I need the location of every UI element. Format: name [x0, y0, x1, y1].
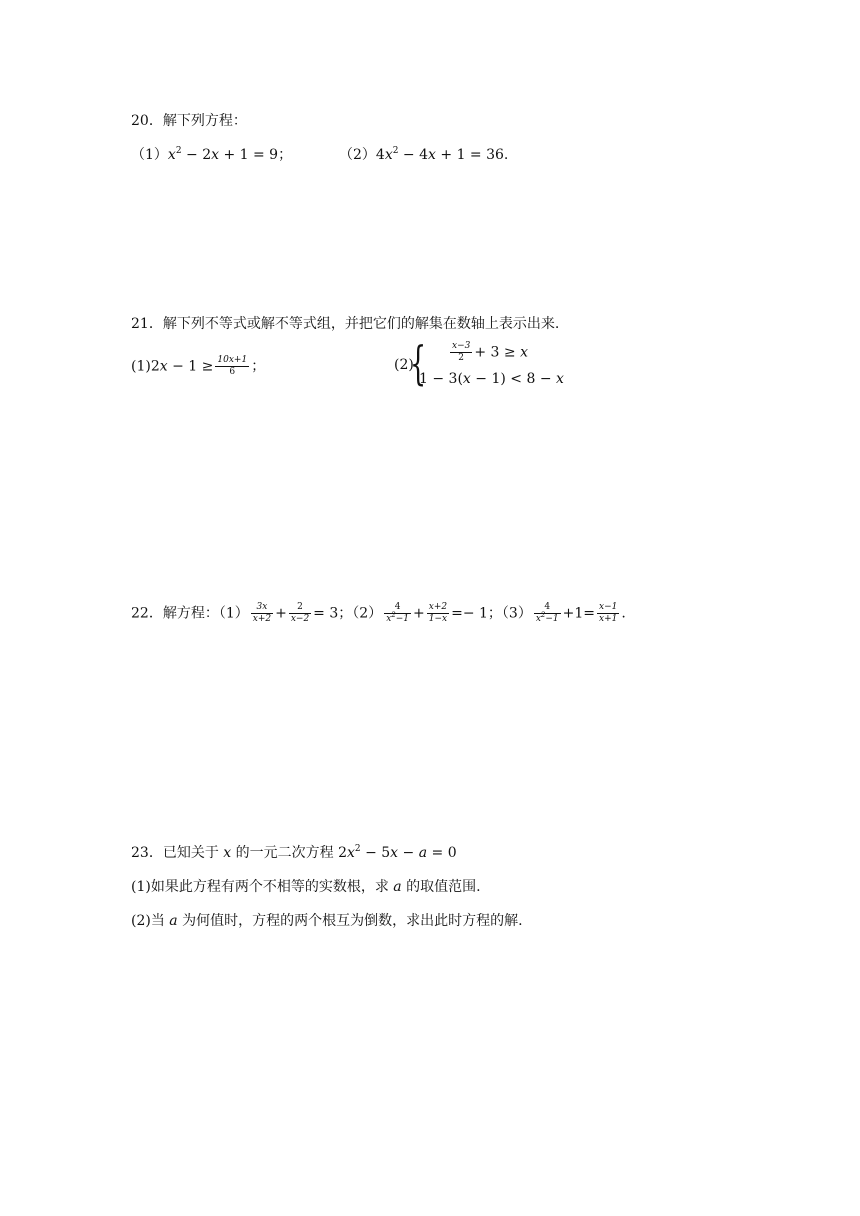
q21-part1-frac-den: 6: [229, 367, 236, 377]
q22-part1-frac-a: $\frac{3x}{x+2}$: [252, 602, 272, 624]
q21-system-row1: [448, 341, 528, 364]
q21-system-brace: {: [410, 336, 427, 390]
q23-var-x: x: [218, 845, 236, 861]
q20-heading: [131, 111, 247, 131]
q20-part1-end: ；: [278, 147, 293, 163]
q22-heading: 22．解方程：: [131, 605, 219, 622]
q21-part2-frac-den: 2: [458, 353, 465, 363]
q20-part1: [131, 145, 292, 165]
q23-heading: [131, 843, 457, 863]
q23-part1-var-a: a: [388, 879, 407, 895]
q20-part2-equation: $4x^2 - 4x + 1 = 36$: [375, 146, 504, 163]
q23-part2-text-a: (2)当: [131, 913, 165, 929]
q23-part2: [131, 911, 523, 931]
q22-part3-label: （3）: [501, 605, 532, 622]
q22-end: .: [621, 605, 626, 622]
q20-part1-equation: $x^2 - 2x + 1 = 9$: [167, 146, 279, 163]
q22-part1-frac-b: $\frac{2}{x-2}$: [290, 602, 310, 624]
q21-heading-text: 21．解下列不等式或解不等式组，并把它们的解集在数轴上表示出来.: [131, 316, 560, 332]
q21-part2-fraction: [450, 341, 472, 364]
q22-sep2: ；: [487, 605, 502, 622]
q21-part1: [131, 355, 265, 378]
q23-part1: [131, 877, 481, 897]
q20-part1-label: （1）: [131, 147, 168, 163]
q23-equation: $2x^2 - 5x - a = 0$: [333, 844, 457, 861]
q21-system-row2: [419, 369, 564, 389]
q22-part3-frac-a: $\frac{4}{x^2-1}$: [535, 602, 559, 624]
q20-heading-text: 20．解下列方程：: [131, 113, 247, 129]
q21-system-row1-rest: + 3 ≥ x: [474, 344, 528, 361]
q23-part2-text-b: 为何值时，方程的两个根互为倒数，求出此时方程的解.: [182, 913, 523, 929]
q22-part3-frac-b: $\frac{x-1}{x+1}$: [599, 602, 618, 624]
q23-part1-text-a: (1)如果此方程有两个不相等的实数根，求: [131, 879, 389, 895]
q23-part2-var-a: a: [164, 913, 183, 929]
q21-part2-label: (2): [394, 357, 414, 373]
q22-part1-label: （1）: [218, 605, 249, 622]
q21-part1-label: (1): [131, 358, 151, 375]
q20-part2: [339, 145, 508, 165]
q22-sep1: ；: [338, 605, 353, 622]
q22-part2-frac-b: $\frac{x+2}{1-x}$: [428, 602, 448, 624]
q23-heading-text: 23．已知关于: [131, 845, 219, 861]
q22-line: 22．解方程：（1） $\frac{3x}{x+2}$ + $\frac{2}{x-2}$ = 3；（2） $\frac{4}{x^2-1}$ + $\frac{x+2}{1-x}$ =− 1；（3） $\frac{4}{x^2-1}$ +1= $\frac{x-1}{x+1}$ .: [131, 602, 626, 624]
q23-part1-text-b: 的取值范围.: [406, 879, 481, 895]
q21-part1-frac-num: 10x+1: [217, 355, 248, 365]
q21-part2-frac-num: x−3: [452, 341, 471, 351]
q22-part2-frac-a: $\frac{4}{x^2-1}$: [386, 602, 410, 624]
q21-part1-fraction: [215, 355, 249, 378]
q21-heading: [131, 314, 559, 334]
q21-system-row2-expr: 1 − 3(x − 1) < 8 − x: [419, 371, 564, 387]
q21-part1-lhs: 2x − 1 ≥: [150, 358, 214, 375]
q20-part2-end: .: [503, 147, 509, 163]
q22-part2-label: （2）: [352, 605, 383, 622]
q20-part2-label: （2）: [339, 147, 376, 163]
q21-part1-end: ；: [251, 358, 266, 375]
q23-heading-mid: 的一元二次方程: [235, 845, 334, 861]
